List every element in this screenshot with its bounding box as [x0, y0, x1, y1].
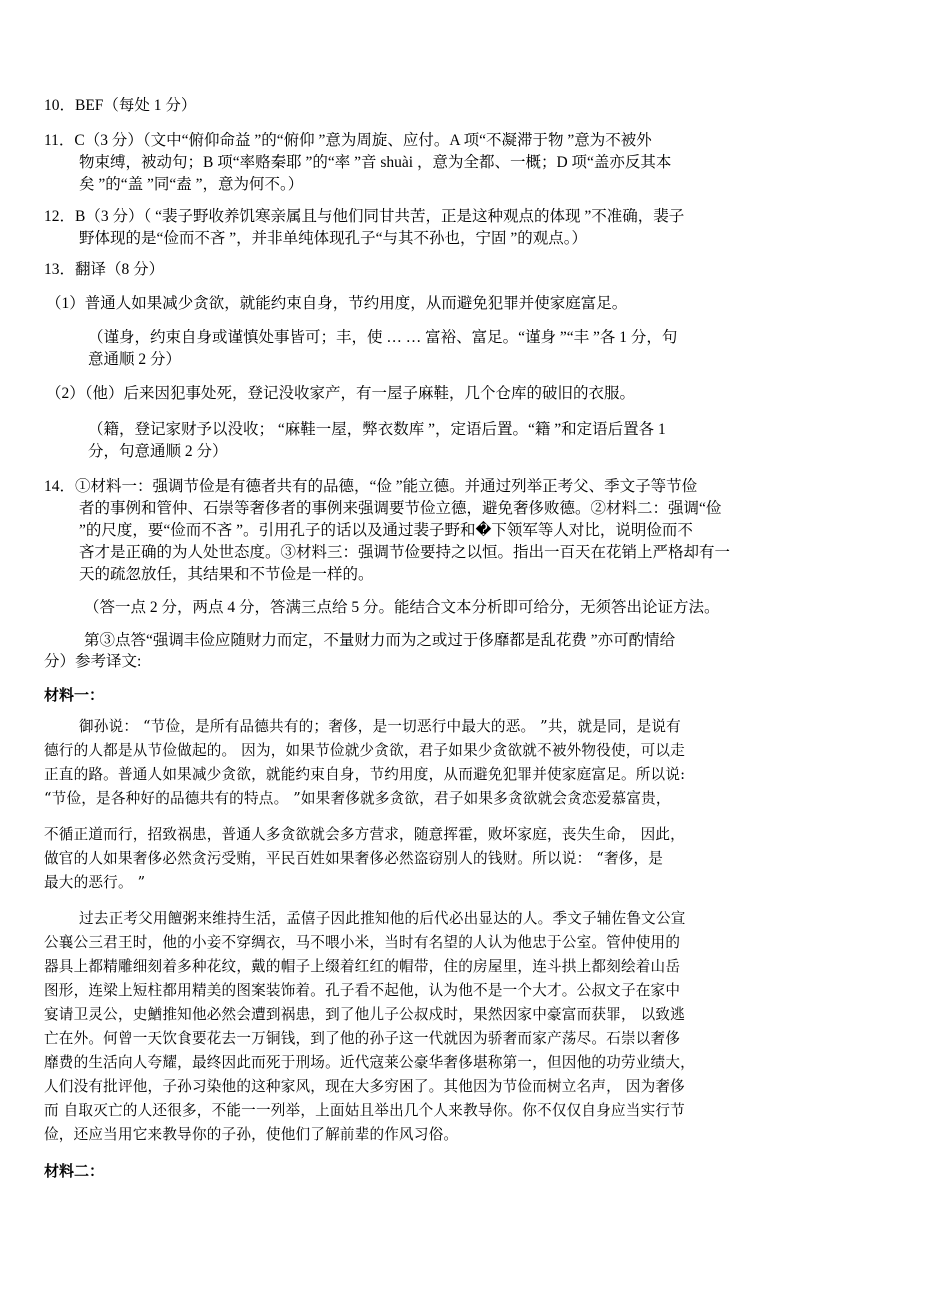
answer-q14-line-5: 天的疏忽放任，其结果和不节俭是一样的。: [79, 566, 374, 583]
material-1-para-2-line-2: 做官的人如果奢侈必然贪污受贿，平民百姓如果奢侈必然盗窃别人的钱财。所以说： “奢侈，是: [44, 850, 664, 867]
answer-q13-2-note-line-1: （籍，登记家财予以没收； “麻鞋一屋，弊衣数库 ”，定语后置。“籍 ”和定语后置各 1: [88, 421, 666, 438]
answer-q11-line-1: 11．C（3 分）（文中“俯仰命益 ”的“俯仰 ”意为周旋、应付。A 项“不凝滞于物 ”意为不被外: [44, 132, 652, 149]
material-1-para-2-line-3: 最大的恶行。 ”: [44, 874, 146, 891]
material-1-para-3-line-2: 公襄公三君王时，他的小妾不穿绸衣，马不喂小米，当时有名望的人认为他忠于公室。管仲使用的: [44, 934, 681, 951]
material-1-para-3-line-9: 而 自取灭亡的人还很多，不能一一列举，上面姑且举出几个人来教导你。你不仅仅自身应当实行节: [44, 1102, 685, 1119]
material-1-para-1-line-4: “节俭，是各种好的品德共有的特点。 ”如果奢侈就多贪欲，君子如果多贪欲就会贪恋爱慕富贵，: [44, 790, 671, 807]
answer-q14-line-2: 者的事例和管仲、石崇等奢侈者的事例来强调要节俭立德，避免奢侈败德。②材料二：强调“俭: [79, 500, 722, 517]
answer-q13-2-note-line-2: 分，句意通顺 2 分）: [88, 443, 228, 460]
material-1-para-3-line-4: 图形，连梁上短柱都用精美的图案装饰着。孔子看不起他，认为他不是一个大才。公叔文子在家中: [44, 982, 681, 999]
answer-q10: 10．BEF（每处 1 分）: [44, 97, 197, 114]
answer-q14-line-1: 14．①材料一：强调节俭是有德者共有的品德，“俭 ”能立德。并通过列举正考父、季文子等节俭: [44, 478, 698, 495]
material-1-para-3-line-6: 亡在外。何曾一天饮食要花去一万铜钱，到了他的孙子这一代就因为骄奢而家产荡尽。石崇以奢侈: [44, 1030, 681, 1047]
material-1-para-3-line-5: 宴请卫灵公，史鰌推知他必然会遭到祸患，到了他儿子公叔戍时，果然因家中豪富而获罪， 以致逃: [44, 1006, 685, 1023]
answer-q11-line-2: 物束缚，被动句；B 项“率赂秦耶 ”的“率 ”音 shuài ，意为全都、一概；D 项“盖亦反其本: [79, 154, 672, 171]
answer-q13-1-note-line-1: （谨身，约束自身或谨慎处事皆可；丰，使 … … 富裕、富足。“谨身 ”“丰 ”各 1 分，句: [88, 329, 678, 346]
answer-q13-1: （1）普通人如果减少贪欲，就能约束自身，节约用度，从而避免犯罪并使家庭富足。: [46, 295, 628, 312]
answer-q14-note-2-line-2: 分）参考译文:: [44, 653, 142, 670]
material-1-para-3-line-8: 人们没有批评他，子孙习染他的这种家风，现在大多穷困了。其他因为节俭而树立名声， 因为奢侈: [44, 1078, 685, 1095]
answer-q13-2: （2）（他）后来因犯事处死，登记没收家产，有一屋子麻鞋，几个仓库的破旧的衣服。: [46, 385, 636, 402]
material-1-para-1-line-3: 正直的路。普通人如果减少贪欲，就能约束自身，节约用度，从而避免犯罪并使家庭富足。所以说:: [44, 766, 686, 783]
material-1-para-1-line-1: 御孙说： “节俭，是所有品德共有的；奢侈，是一切恶行中最大的恶。 ”共，就是同，是说有: [79, 718, 681, 735]
answer-q13-title: 13．翻译（8 分）: [44, 261, 165, 278]
answer-q14-note-1: （答一点 2 分，两点 4 分，答满三点给 5 分。能结合文本分析即可给分，无须答出论证方法。: [84, 599, 720, 616]
material-1-para-2-line-1: 不循正道而行，招致祸患，普通人多贪欲就会多方营求，随意挥霍，败坏家庭，丧失生命， 因此，: [44, 826, 685, 843]
answer-q13-1-note-line-2: 意通顺 2 分）: [88, 351, 182, 368]
material-1-para-3-line-3: 器具上都精雕细刻着多种花纹，戴的帽子上缀着红红的帽带，住的房屋里，连斗拱上都刻绘着山岳: [44, 958, 681, 975]
answer-q11-line-3: 矣 ”的“盖 ”同“盍 ”，意为何不。）: [79, 176, 304, 193]
answer-q14-note-2-line-1: 第③点答“强调丰俭应随财力而定，不量财力而为之或过于侈靡都是乱花费 ”亦可酌情给: [84, 632, 676, 649]
material-1-para-1-line-2: 德行的人都是从节俭做起的。 因为，如果节俭就少贪欲，君子如果少贪欲就不被外物役使，可以走: [44, 742, 685, 759]
material-1-heading: 材料一：: [44, 686, 105, 704]
material-1-para-3-line-7: 靡费的生活向人夸耀，最终因此而死于刑场。近代寇莱公豪华奢侈堪称第一，但因他的功劳业绩大，: [44, 1054, 695, 1071]
answer-q14-line-4: 吝才是正确的为人处世态度。③材料三：强调节俭要持之以恒。指出一百天在花销上严格却有一: [79, 544, 731, 561]
answer-q12-line-2: 野体现的是“俭而不吝 ”，并非单纯体现孔子“与其不孙也，宁固 ”的观点。）: [79, 230, 588, 247]
answer-q14-line-3: ”的尺度，要“俭而不吝 ”。引用孔子的话以及通过裴子野和�下领军等人对比，说明俭而不: [79, 522, 693, 539]
material-1-para-3-line-1: 过去正考父用饘粥来维持生活，孟僖子因此推知他的后代必出显达的人。季文子辅佐鲁文公宣: [79, 910, 686, 927]
material-1-para-3-line-10: 俭，还应当用它来教导你的子孙，使他们了解前辈的作风习俗。: [44, 1126, 459, 1143]
answer-q12-line-1: 12．B（3 分）（ “裴子野收养饥寒亲属且与他们同甘共苦，正是这种观点的体现 ”不准确，裴子: [44, 208, 685, 225]
material-2-heading: 材料二：: [44, 1162, 105, 1180]
